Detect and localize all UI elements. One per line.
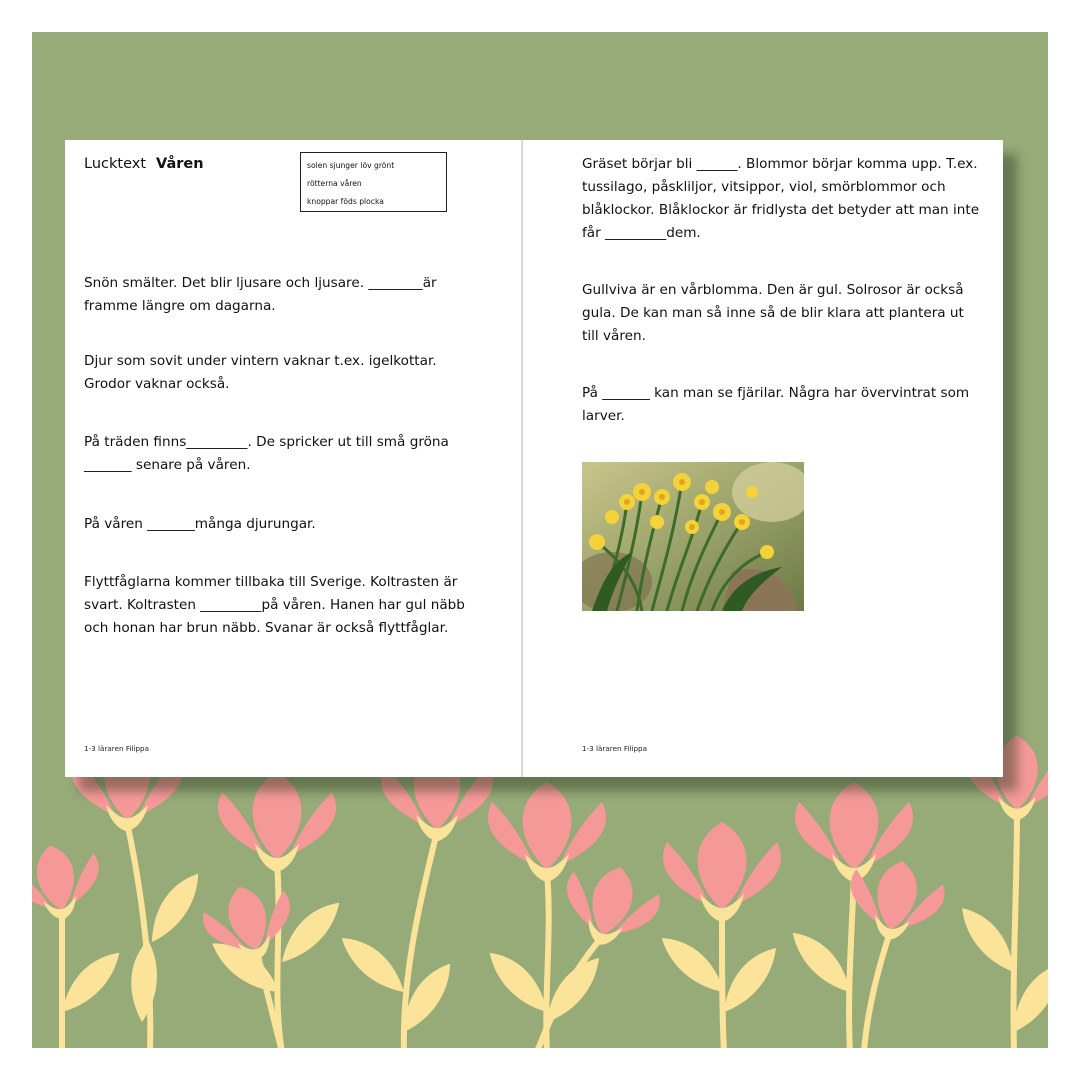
workbook-spread: [65, 140, 1003, 777]
paragraph: Gräset börjar bli ______. Blommor börjar komma upp. T.ex. tussilago, påskliljor, vitsippor, viol, smörblommor och blåklockor. Blåklockor är fridlysta det betyder att man inte får _________dem.: [582, 156, 980, 241]
page-footer: 1-3 läraren Filippa: [582, 744, 647, 753]
word-bank-line: solen sjunger löv grönt: [307, 161, 395, 170]
word-bank-line: rötterna våren: [307, 179, 362, 188]
paragraph: På träden finns_________. De spricker ut till små gröna _______ senare på våren.: [84, 434, 449, 473]
paragraph: Djur som sovit under vintern vaknar t.ex. igelkottar. Grodor vaknar också.: [84, 353, 437, 392]
paragraph: Flyttfåglarna kommer tillbaka till Sverige. Koltrasten är svart. Koltrasten _________på våren. Hanen har gul näbb och honan har brun näbb. Svanar är också flyttfåglar.: [84, 574, 465, 636]
page-title: [84, 156, 204, 172]
left-page: [65, 140, 522, 777]
paragraph: Gullviva är en vårblomma. Den är gul. Solrosor är också gula. De kan man så inne så de blir klara att plantera ut till våren.: [582, 282, 964, 344]
paragraph: Snön smälter. Det blir ljusare och ljusare. ________är framme längre om dagarna.: [84, 275, 437, 314]
title-strong: Våren: [156, 156, 204, 172]
daffodils-photo: [582, 462, 804, 611]
green-background: [32, 32, 1048, 1048]
paragraph: På _______ kan man se fjärilar. Några har övervintrat som larver.: [582, 385, 970, 424]
page-footer: 1-3 läraren Filippa: [84, 744, 149, 753]
word-bank-line: knoppar föds plocka: [307, 197, 384, 206]
title-prefix: Lucktext: [84, 156, 147, 172]
right-page: [523, 140, 1003, 777]
paragraph: På våren _______många djurungar.: [84, 516, 316, 532]
word-bank-box: [300, 152, 447, 212]
